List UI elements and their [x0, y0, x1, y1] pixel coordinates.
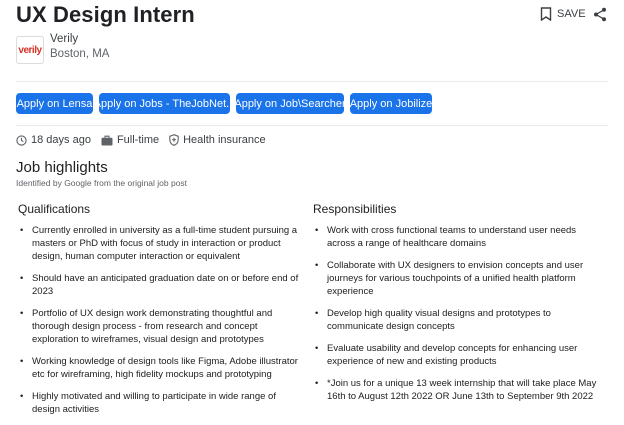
list-item: • Currently enrolled in university as a full-time student pursuing a masters or PhD with focus of study in interaction or product design, human computer interaction or equivalent: [18, 224, 304, 263]
list-item: • Portfolio of UX design work demonstrating thoughtful and thorough design process - from research and concept exploration to wireframes, visual design and prototypes: [18, 307, 304, 346]
apply-options: [16, 93, 432, 114]
list-item: • Working knowledge of design tools like Figma, Adobe illustrator etc for wireframing, high fidelity mockups and prototyping: [18, 355, 304, 381]
apply-jobilize-button[interactable]: Apply on Jobilize: [350, 93, 432, 114]
clock-icon: [16, 135, 27, 146]
list-item: • Collaborate with UX designers to envision concepts and user journeys for various touchpoints of a unified health platform experience: [313, 259, 599, 298]
benefit-text: Health insurance: [183, 134, 266, 146]
employment-type-text: Full-time: [116, 134, 160, 146]
list-item: • *Join us for a unique 13 week internship that will take place May 16th to August 12th 2022 OR June 13th to September 9th 2022: [313, 377, 599, 403]
list-item: • Develop high quality visual designs and prototypes to communicate design concepts: [313, 307, 599, 333]
divider: [16, 81, 608, 82]
save-label: SAVE: [557, 8, 586, 20]
responsibilities-heading: Responsibilities: [313, 202, 397, 216]
bookmark-icon: [540, 7, 552, 21]
list-item: • Work with cross functional teams to understand user needs across a range of healthcare domains: [313, 224, 599, 250]
share-icon: [593, 7, 607, 22]
logo-text: verily: [18, 44, 42, 56]
posted-date: [16, 134, 91, 146]
posted-text: 18 days ago: [31, 134, 91, 146]
highlights-title: Job highlights: [16, 159, 108, 176]
company-name: Verily: [50, 33, 79, 45]
responsibilities-list: [313, 224, 599, 412]
list-item: • Should have an anticipated graduation date on or before end of 2023: [18, 272, 304, 298]
job-location: Boston, MA: [50, 48, 110, 60]
list-item: • Evaluate usability and develop concepts for enhancing user experience of new and existing products: [313, 342, 599, 368]
highlights-subtitle: Identified by Google from the original job post: [16, 178, 188, 188]
benefit: [169, 134, 266, 146]
employment-type: [101, 134, 159, 146]
job-meta: [16, 134, 276, 146]
health-shield-icon: [169, 134, 179, 146]
apply-jobsearcher-button[interactable]: Apply on Job\Searcher: [236, 93, 344, 114]
apply-thejobnet-button[interactable]: Apply on Jobs - TheJobNet...: [99, 93, 230, 114]
job-title: UX Design Intern: [16, 2, 195, 27]
qualifications-heading: Qualifications: [18, 202, 91, 216]
apply-lensa-button[interactable]: Apply on Lensa: [16, 93, 93, 114]
list-item: • Highly motivated and willing to participate in wide range of design activities: [18, 390, 304, 416]
qualifications-list: [18, 224, 304, 425]
save-button[interactable]: [540, 7, 586, 21]
divider: [16, 125, 608, 126]
briefcase-icon: [101, 135, 113, 146]
company-logo: [16, 36, 44, 64]
share-button[interactable]: [593, 7, 607, 27]
